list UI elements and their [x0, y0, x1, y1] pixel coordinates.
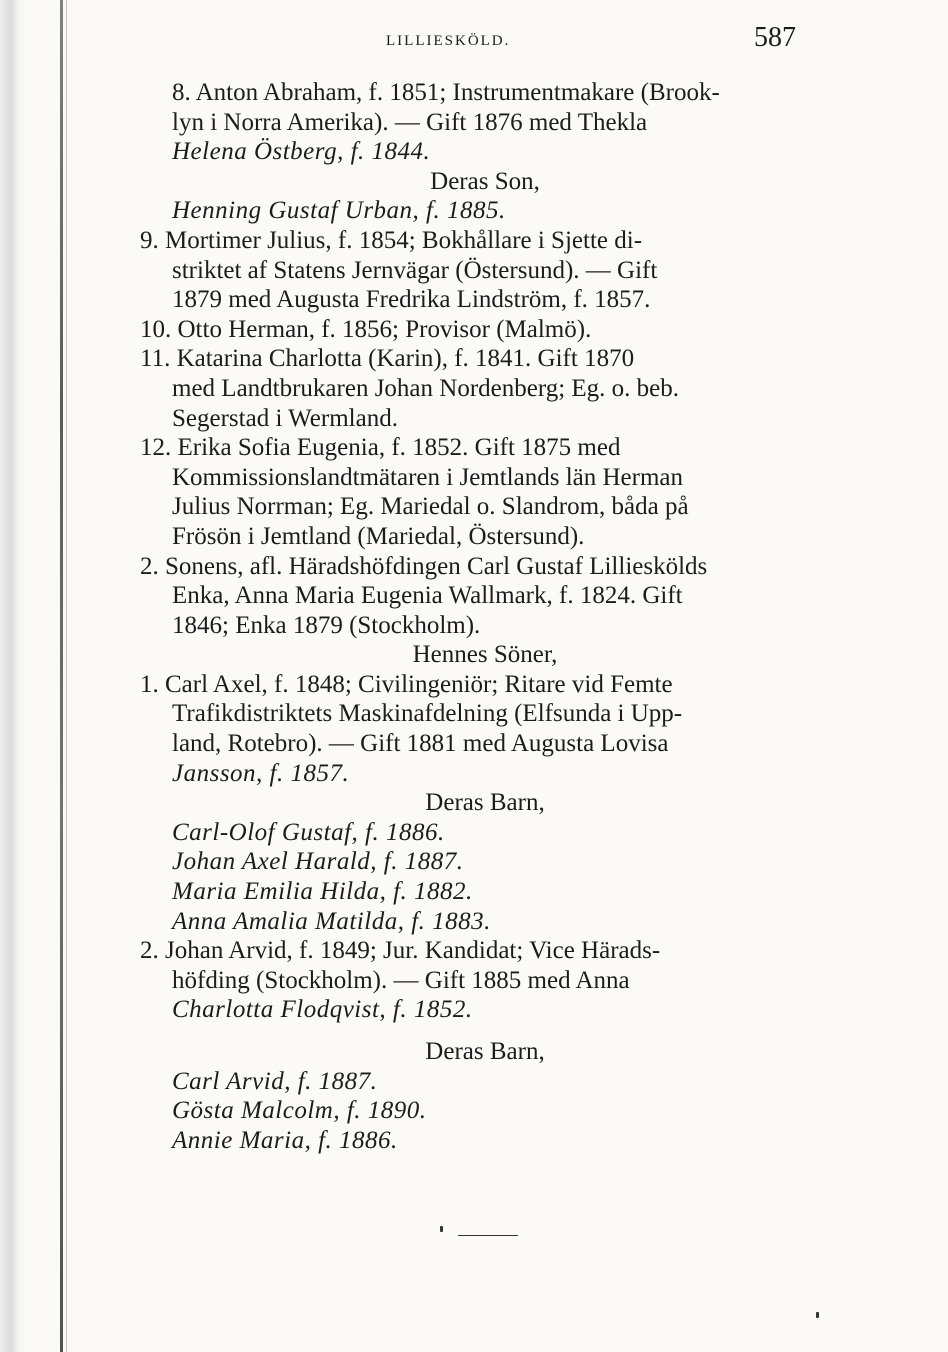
page-number: 587: [754, 22, 796, 53]
text-line: med Landtbrukaren Johan Nordenberg; Eg. o. beb.: [172, 374, 680, 402]
ink-speck: [816, 1312, 819, 1318]
text-line: Julius Norrman; Eg. Mariedal o. Slandrom, båda på: [172, 493, 689, 521]
text-line: Charlotta Flodqvist, f. 1852.: [172, 996, 473, 1024]
end-rule: [458, 1235, 518, 1236]
text-line: höfding (Stockholm). — Gift 1885 med Anna: [172, 966, 630, 994]
page-header: [140, 20, 800, 60]
text-line: 9. Mortimer Julius, f. 1854; Bokhållare i Sjette di-: [140, 226, 643, 254]
text-line: 12. Erika Sofia Eugenia, f. 1852. Gift 1875 med: [140, 434, 621, 462]
text-line: Maria Emilia Hilda, f. 1882.: [172, 878, 473, 906]
text-line: Helena Östberg, f. 1844.: [172, 138, 431, 166]
text-line: Carl Arvid, f. 1887.: [172, 1067, 378, 1095]
text-line: 8. Anton Abraham, f. 1851; Instrumentmakare (Brook-: [172, 79, 720, 106]
text-line: Deras Barn,: [425, 1038, 545, 1065]
text-line: 1846; Enka 1879 (Stockholm).: [172, 611, 481, 639]
running-head: LILLIESKÖLD.: [386, 33, 511, 49]
text-line: Annie Maria, f. 1886.: [172, 1126, 398, 1154]
text-line: Gösta Malcolm, f. 1890.: [172, 1097, 427, 1125]
text-line: 10. Otto Herman, f. 1856; Provisor (Malmö).: [140, 315, 592, 343]
spine-edge: [60, 0, 63, 1352]
text-line: Trafikdistriktets Maskinafdelning (Elfsunda i Upp-: [172, 700, 683, 728]
text-line: 2. Johan Arvid, f. 1849; Jur. Kandidat; Vice Härads-: [140, 937, 661, 965]
text-line: Jansson, f. 1857.: [172, 759, 350, 787]
text-line: Frösön i Jemtland (Mariedal, Östersund).: [172, 522, 585, 550]
text-line: Johan Axel Harald, f. 1887.: [172, 848, 464, 876]
text-line: Kommissionslandtmätaren i Jemtlands län Herman: [172, 463, 684, 491]
text-line: lyn i Norra Amerika). — Gift 1876 med Thekla: [172, 108, 648, 136]
text-line: striktet af Statens Jernvägar (Östersund). — Gift: [172, 256, 658, 284]
text-line: Carl-Olof Gustaf, f. 1886.: [172, 818, 445, 846]
text-line: Deras Barn,: [425, 789, 545, 817]
text-line: 2. Sonens, afl. Häradshöfdingen Carl Gustaf Lillieskölds: [140, 552, 708, 580]
spine-edge-inner: [66, 0, 67, 1352]
text-line: Segerstad i Wermland.: [172, 404, 398, 432]
text-line: Anna Amalia Matilda, f. 1883.: [172, 907, 491, 935]
genealogy-text: [140, 78, 830, 1155]
text-line: land, Rotebro). — Gift 1881 med Augusta Lovisa: [172, 730, 669, 758]
text-line: 1. Carl Axel, f. 1848; Civilingeniör; Ritare vid Femte: [140, 670, 673, 698]
text-line: Hennes Söner,: [412, 641, 558, 669]
text-line: 11. Katarina Charlotta (Karin), f. 1841. Gift 1870: [140, 345, 635, 373]
text-line: 1879 med Augusta Fredrika Lindström, f. 1857.: [172, 286, 651, 314]
page-gutter-shadow: [0, 0, 26, 1352]
ink-speck: [440, 1226, 443, 1232]
text-line: Henning Gustaf Urban, f. 1885.: [172, 197, 506, 225]
text-line: Enka, Anna Maria Eugenia Wallmark, f. 1824. Gift: [172, 582, 683, 610]
text-line: Deras Son,: [430, 167, 540, 195]
